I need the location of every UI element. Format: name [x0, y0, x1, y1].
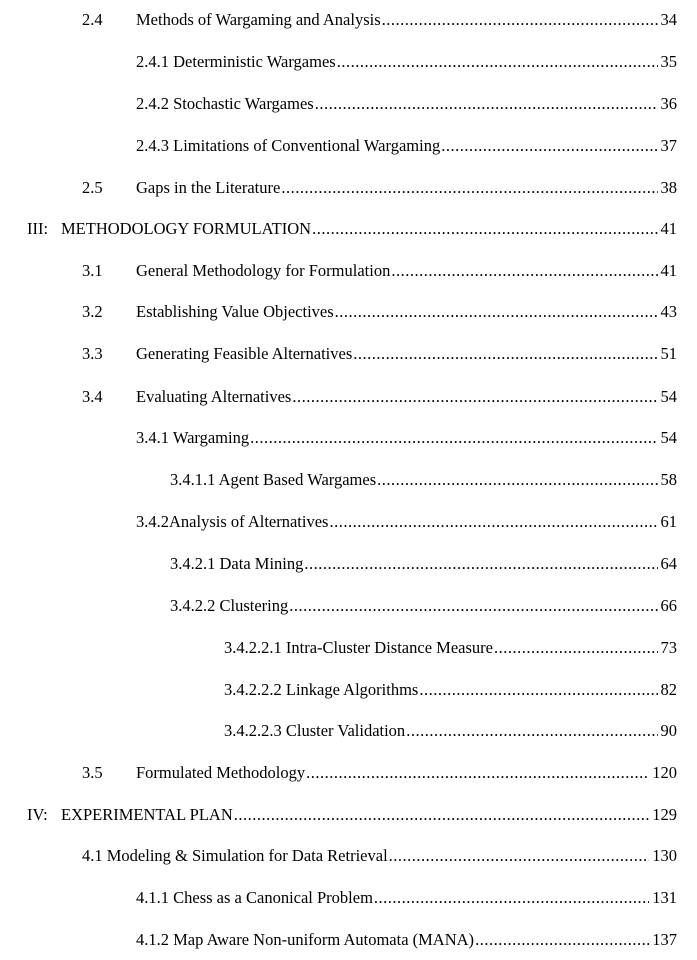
- toc-entry[interactable]: [82, 844, 677, 868]
- toc-entry-title: 3.4.2.2.1 Intra-Cluster Distance Measure: [224, 638, 493, 657]
- toc-entry-page: 90: [660, 721, 677, 740]
- dot-leader: [315, 92, 658, 116]
- toc-entry-title: 3.4.2Analysis of Alternatives: [136, 512, 329, 531]
- toc-entry-page: 34: [660, 10, 677, 29]
- toc-entry-title: 2.4.3 Limitations of Conventional Wargaming: [136, 136, 441, 155]
- toc-chapter-number: IV:: [27, 805, 48, 824]
- dot-leader: [374, 886, 649, 910]
- toc-entry[interactable]: [82, 176, 677, 200]
- toc-entry-page: 41: [660, 261, 677, 280]
- toc-entry-title: Formulated Methodology: [136, 763, 306, 782]
- dot-leader: [329, 510, 657, 534]
- dot-leader: [391, 259, 657, 283]
- toc-entry-page: 73: [660, 638, 677, 657]
- toc-entry-title: 4.1.2 Map Aware Non-uniform Automata (MANA): [136, 930, 475, 949]
- dot-leader: [292, 385, 657, 409]
- toc-entry-title: 4.1.1 Chess as a Canonical Problem: [136, 888, 373, 907]
- toc-entry-number: 3.2: [82, 302, 103, 321]
- toc-entry-title: Evaluating Alternatives: [136, 387, 292, 406]
- toc-entry-title: 3.4.2.2 Clustering: [170, 596, 289, 615]
- toc-chapter[interactable]: [27, 217, 677, 241]
- toc-chapter-page: 41: [660, 219, 677, 238]
- toc-entry-title: 2.4.2 Stochastic Wargames: [136, 94, 314, 113]
- toc-entry-page: 43: [660, 302, 677, 321]
- toc-entry-page: 131: [652, 888, 677, 907]
- toc-chapter-number: III:: [27, 219, 49, 238]
- toc-entry-title: 3.4.1.1 Agent Based Wargames: [170, 470, 377, 489]
- toc-entry[interactable]: [170, 468, 677, 492]
- toc-chapter-title: METHODOLOGY FORMULATION: [61, 219, 312, 238]
- toc-entry-number: 3.3: [82, 344, 103, 363]
- toc-entry[interactable]: [136, 886, 677, 910]
- toc-entry-page: 54: [660, 387, 677, 406]
- dot-leader: [441, 134, 657, 158]
- dot-leader: [250, 426, 657, 450]
- toc-entry-number: 3.4: [82, 387, 103, 406]
- toc-entry[interactable]: [82, 342, 677, 366]
- toc-entry[interactable]: [136, 426, 677, 450]
- toc-entry-page: 82: [660, 680, 677, 699]
- toc-entry-title: General Methodology for Formulation: [136, 261, 391, 280]
- dot-leader: [281, 176, 657, 200]
- toc-entry-page: 66: [660, 596, 677, 615]
- dot-leader: [335, 300, 658, 324]
- toc-entry[interactable]: [82, 259, 677, 283]
- toc-entry[interactable]: [224, 636, 677, 660]
- toc-entry[interactable]: [136, 510, 677, 534]
- dot-leader: [234, 803, 649, 827]
- dot-leader: [312, 217, 657, 241]
- toc-entry-number: 2.5: [82, 178, 103, 197]
- toc-entry-page: 137: [652, 930, 677, 949]
- dot-leader: [306, 761, 649, 785]
- toc-entry-title: Establishing Value Objectives: [136, 302, 334, 321]
- toc-entry-title: Methods of Wargaming and Analysis: [136, 10, 381, 29]
- toc-entry[interactable]: [136, 92, 677, 116]
- dot-leader: [377, 468, 657, 492]
- toc-entry-title: 3.4.1 Wargaming: [136, 428, 250, 447]
- toc-chapter-page: 129: [652, 805, 677, 824]
- toc-entry[interactable]: [170, 552, 677, 576]
- toc-entry-page: 38: [660, 178, 677, 197]
- toc-entry-page: 37: [660, 136, 677, 155]
- toc-entry[interactable]: [136, 50, 677, 74]
- dot-leader: [419, 678, 657, 702]
- toc-entry[interactable]: [170, 594, 677, 618]
- toc-entry[interactable]: [224, 678, 677, 702]
- dot-leader: [289, 594, 657, 618]
- dot-leader: [475, 928, 649, 952]
- toc-entry-page: 54: [660, 428, 677, 447]
- toc-entry-title: Gaps in the Literature: [136, 178, 281, 197]
- toc-entry-page: 130: [652, 846, 677, 865]
- toc-entry-title: 4.1 Modeling & Simulation for Data Retrieval: [82, 846, 388, 865]
- toc-entry[interactable]: [82, 761, 677, 785]
- toc-entry[interactable]: [82, 8, 677, 32]
- toc-chapter-title: EXPERIMENTAL PLAN: [61, 805, 233, 824]
- dot-leader: [389, 844, 650, 868]
- toc-entry-title: 3.4.2.2.3 Cluster Validation: [224, 721, 406, 740]
- toc-entry-title: Generating Feasible Alternatives: [136, 344, 353, 363]
- toc-chapter[interactable]: [27, 803, 677, 827]
- toc-entry[interactable]: [82, 300, 677, 324]
- toc-entry-page: 36: [660, 94, 677, 113]
- dot-leader: [337, 50, 658, 74]
- toc-entry-number: 2.4: [82, 10, 103, 29]
- toc-entry-page: 51: [660, 344, 677, 363]
- toc-entry[interactable]: [136, 134, 677, 158]
- dot-leader: [382, 8, 658, 32]
- toc-entry-title: 2.4.1 Deterministic Wargames: [136, 52, 336, 71]
- toc-entry-number: 3.5: [82, 763, 103, 782]
- dot-leader: [406, 719, 657, 743]
- toc-entry[interactable]: [224, 719, 677, 743]
- toc-entry[interactable]: [82, 385, 677, 409]
- dot-leader: [494, 636, 658, 660]
- toc-entry-page: 64: [660, 554, 677, 573]
- toc-entry-number: 3.1: [82, 261, 103, 280]
- toc-entry-title: 3.4.2.1 Data Mining: [170, 554, 304, 573]
- toc-entry[interactable]: [136, 928, 677, 952]
- toc-entry-page: 61: [660, 512, 677, 531]
- toc-entry-page: 58: [660, 470, 677, 489]
- toc-entry-title: 3.4.2.2.2 Linkage Algorithms: [224, 680, 419, 699]
- toc-entry-page: 120: [652, 763, 677, 782]
- dot-leader: [353, 342, 657, 366]
- toc-entry-page: 35: [660, 52, 677, 71]
- dot-leader: [304, 552, 657, 576]
